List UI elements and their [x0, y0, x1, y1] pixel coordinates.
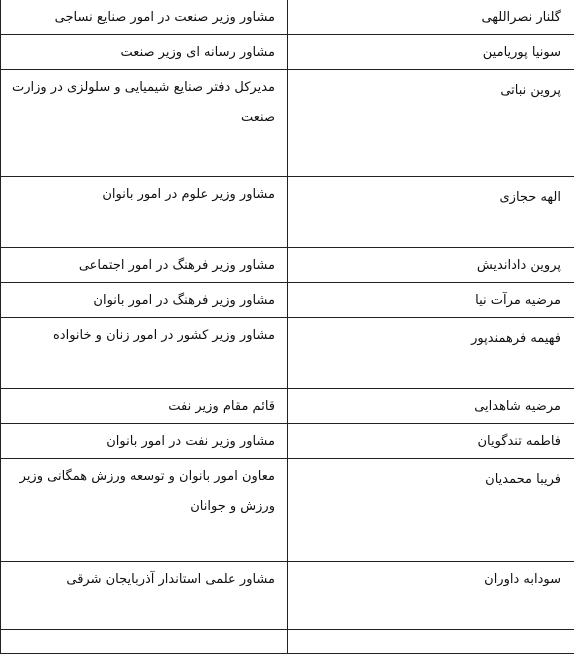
table-row: [1, 70, 574, 177]
official-role: مشاور علمی استاندار آذربایجان شرقی: [1, 562, 288, 630]
table-row: [1, 0, 574, 35]
official-name: فاطمه تندگویان: [288, 424, 574, 459]
table-row: [1, 318, 574, 389]
table-row: [1, 283, 574, 318]
official-name: مرضیه مرآت نیا: [288, 283, 574, 318]
table-row: [1, 459, 574, 562]
official-role: مشاور وزیر کشور در امور زنان و خانواده: [1, 318, 288, 389]
official-role: مدیرکل دفتر صنایع شیمیایی و سلولزی در وزارت صنعت: [1, 70, 288, 177]
table-row: [1, 389, 574, 424]
table-row-partial: [1, 630, 574, 654]
official-role: مشاور وزیر علوم در امور بانوان: [1, 177, 288, 248]
official-role: مشاور وزیر فرهنگ در امور بانوان: [1, 283, 288, 318]
official-name: پروین دادانديش: [288, 248, 574, 283]
table-row: [1, 35, 574, 70]
official-name: فریبا محمدیان: [288, 459, 574, 562]
official-name: پروین نباتی: [288, 70, 574, 177]
official-role: مشاور وزیر نفت در امور بانوان: [1, 424, 288, 459]
official-role: مشاور وزیر فرهنگ در امور اجتماعی: [1, 248, 288, 283]
official-name: گلنار نصراللهی: [288, 0, 574, 35]
official-role: مشاور رسانه ای وزیر صنعت: [1, 35, 288, 70]
official-name: سونیا پوریامین: [288, 35, 574, 70]
table-row: [1, 562, 574, 630]
official-role: قائم مقام وزیر نفت: [1, 389, 288, 424]
official-name: فهیمه فرهمندپور: [288, 318, 574, 389]
official-role: مشاور وزیر صنعت در امور صنایع نساجی: [1, 0, 288, 35]
official-name-cut-off: [288, 630, 574, 654]
official-name: مرضیه شاهدایی: [288, 389, 574, 424]
official-name: سودابه داوران: [288, 562, 574, 630]
table-row: [1, 424, 574, 459]
official-name: الهه حجازی: [288, 177, 574, 248]
official-role: معاون امور بانوان و توسعه ورزش همگانی وزیر ورزش و جوانان: [1, 459, 288, 562]
table-row: [1, 248, 574, 283]
table-row: [1, 177, 574, 248]
official-role-cut-off: [1, 630, 288, 654]
